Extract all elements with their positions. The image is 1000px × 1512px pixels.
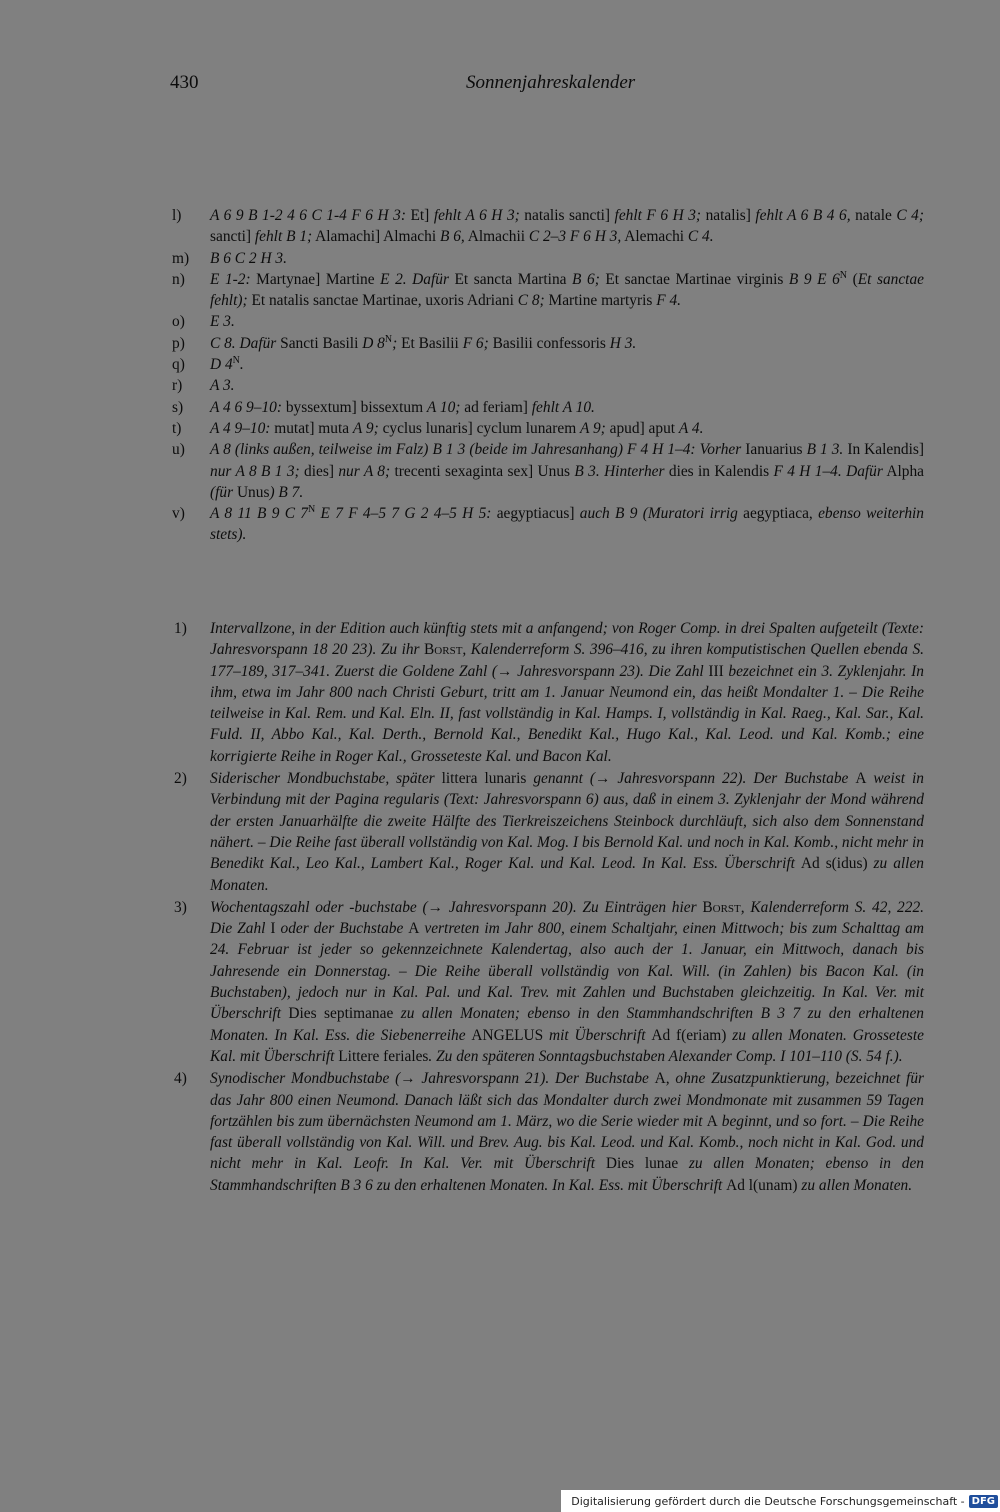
text-segment: fehlt A 6 B 4 6, xyxy=(755,207,851,224)
text-segment: D 8 xyxy=(362,334,385,352)
text-segment: N xyxy=(384,333,393,345)
text-segment: fehlt B 1; xyxy=(254,228,313,246)
text-segment: mutat] muta xyxy=(270,419,353,437)
apparatus-entry xyxy=(172,333,924,354)
note-entry-label: 2) xyxy=(174,770,187,788)
text-segment: ebenso weiterhin stets). xyxy=(210,505,924,544)
text-segment: Ad s(idus) xyxy=(800,855,868,873)
text-segment: Sancti Basili xyxy=(276,334,363,352)
apparatus-entry-label: r) xyxy=(172,377,183,395)
text-segment: Almachii xyxy=(464,228,529,246)
text-segment: fehlt F 6 H 3; xyxy=(614,207,702,224)
text-segment: fehlt); xyxy=(210,292,248,310)
text-segment: Et natalis sanctae Martinae, uxoris Adriani xyxy=(247,292,518,310)
note-entry xyxy=(172,897,924,1067)
text-segment: zu allen Monaten. Grosseteste Kal. mit Überschrift xyxy=(210,1026,924,1065)
apparatus-entry-text xyxy=(210,377,235,394)
apparatus-entry xyxy=(172,205,924,248)
text-segment: Ianuarius xyxy=(741,441,807,459)
text-segment: zu allen Monaten; ebenso in den Stammhandschriften B 3 6 zu den erhaltenen Monaten. In Kal. Ess. mit Überschrift xyxy=(210,1155,924,1194)
text-segment: B 1 3. xyxy=(806,441,844,459)
apparatus-entry-label: v) xyxy=(172,505,185,523)
text-segment: , Kalenderreform S. 396–416, zu ihren komputistischen Quellen ebenda S. 177–189, 317–341. Zuerst die Goldene Zahl (→ Jahresvorspann 23). Die Zahl xyxy=(210,641,924,680)
text-segment: . Zu den späteren Sonntagsbuchstaben Alexander Comp. I 101–110 (S. 54 f.). xyxy=(428,1047,903,1065)
text-segment: A 8 (links außen, teilweise im Falz) B 1 3 (beide im Jahresanhang) F 4 H 1–4: Vorher xyxy=(210,441,742,459)
text-segment: Et sanctae xyxy=(857,270,924,288)
text-segment: dies] xyxy=(299,462,339,480)
note-entry-text xyxy=(210,620,924,765)
apparatus-entry-text xyxy=(210,250,287,267)
apparatus-entry-label: m) xyxy=(172,249,190,267)
text-segment: fehlt A 10. xyxy=(531,398,595,416)
note-entry-label: 1) xyxy=(174,620,187,637)
text-segment: natalis] xyxy=(701,207,756,224)
text-segment: A xyxy=(855,770,867,788)
text-segment: Intervallzone, in der Edition auch künftig stets mit a anfangend; von Roger Comp. in drei Spalten aufgeteilt (Texte: Jahresvorspann 18 20 23). Zu ihr xyxy=(210,620,924,659)
text-segment: N xyxy=(307,504,316,516)
text-segment: nur A 8; xyxy=(338,462,391,480)
text-segment: E 2. Dafür xyxy=(380,270,449,288)
text-segment: B 3. Hinterher xyxy=(574,462,665,480)
apparatus-entry-label: s) xyxy=(172,398,184,416)
text-segment: A 3. xyxy=(210,377,235,395)
text-segment: A xyxy=(706,1112,718,1130)
text-segment: fehlt A 6 H 3; xyxy=(433,207,520,224)
apparatus-entry xyxy=(172,397,924,418)
text-segment: sancti] xyxy=(210,228,255,246)
note-entry-label: 3) xyxy=(174,898,187,916)
text-segment: Dies lunae xyxy=(605,1155,679,1173)
text-segment: A 6 9 B 1-2 4 6 C 1-4 F 6 H 3: xyxy=(210,207,406,224)
text-segment: C 4. xyxy=(687,228,714,246)
apparatus-entry-label: n) xyxy=(172,270,185,288)
text-segment: Basilii confessoris xyxy=(488,334,610,352)
apparatus-entry-label: q) xyxy=(172,356,185,374)
apparatus-entry-text xyxy=(210,356,244,373)
apparatus-entry xyxy=(172,248,924,269)
text-segment: cyclus lunaris] cyclum lunarem xyxy=(378,419,581,437)
text-segment: III xyxy=(708,662,724,680)
text-segment: , ohne Zusatzpunktierung, bezeichnet für das Jahr 800 einen Neumond. Danach läßt sich das Mondalter durch zwei Mondmonate mit zusammen 59 Tagen fortzählen bis zum übernächsten Neumond am 1. März, wo die Serie wieder mit xyxy=(210,1070,924,1130)
text-segment: N xyxy=(232,354,240,366)
apparatus-entry-text xyxy=(210,335,636,352)
text-segment: oder der Buchstabe xyxy=(275,920,409,938)
text-segment: Siderischer Mondbuchstabe, später xyxy=(210,770,442,788)
text-segment: Alpha xyxy=(882,462,924,480)
text-segment: ( xyxy=(847,270,858,288)
text-segment: . xyxy=(239,356,244,374)
text-segment: trecenti sexaginta sex] Unus xyxy=(390,462,575,480)
note-entry xyxy=(172,618,924,767)
text-segment: , Kalenderreform S. 42, 222. Die Zahl xyxy=(210,898,924,938)
text-segment: Martynae] Martine xyxy=(250,270,381,288)
note-entry-text xyxy=(210,770,924,893)
text-segment: A 9; xyxy=(580,419,606,437)
apparatus-entry xyxy=(172,269,924,312)
text-segment: vertreten im Jahr 800, einem Schaltjahr, einen Mittwoch; bis zum Schalttag am 24. Februar ist jeder so gekennzeichnete Kalendertag, also auch der 1. Januar, ein Mittwoch, danach bis Jahresende ein Donnerstag. – Die Reihe überall vollständig von Kal. Will. (in Zahlen) bis Bacon Kal. (in Buchstaben), jedoch nur in Kal. Pal. und Kal. Trev. mit Zahlen und Buchstaben gleichzeitig. In Kal. Ver. mit Überschrift xyxy=(210,920,924,1023)
critical-apparatus xyxy=(172,205,924,546)
text-segment: Alamachi] Almachi xyxy=(312,228,440,246)
text-segment: C 4; xyxy=(896,207,924,224)
text-segment: genannt (→ Jahresvorspann 22). Der Buchstabe xyxy=(526,770,856,788)
apparatus-entry-label: t) xyxy=(172,419,182,437)
dfg-logo: DFG xyxy=(969,1495,998,1508)
text-segment: zu allen Monaten; ebenso in den Stammhandschriften B 3 7 zu den erhaltenen Monaten. In Kal. Ess. die Siebenerreihe xyxy=(210,1005,924,1044)
text-segment: mit Überschrift xyxy=(543,1026,652,1044)
text-segment: Borst xyxy=(424,641,463,659)
text-segment: Martine martyris xyxy=(544,292,657,310)
text-segment: ad feriam] xyxy=(460,398,532,416)
apparatus-entry-label: u) xyxy=(172,441,185,459)
text-segment: Wochentagszahl oder -buchstabe (→ Jahresvorspann 20). Zu Einträgen hier xyxy=(210,898,703,916)
text-segment: Et sancta Martina xyxy=(448,270,573,288)
apparatus-entry xyxy=(172,439,924,503)
footer-credit: Digitalisierung gefördert durch die Deutsche Forschungsgemeinschaft - xyxy=(571,1494,965,1508)
text-segment: natalis sancti] xyxy=(519,207,615,224)
text-segment: A 4. xyxy=(678,419,704,437)
text-segment: aegyptiacus] xyxy=(491,505,580,523)
text-segment: Borst xyxy=(702,898,741,916)
apparatus-entry xyxy=(172,503,924,546)
text-segment: ) B 7. xyxy=(269,483,304,501)
note-entry-label: 4) xyxy=(174,1070,187,1088)
text-segment: Ad f(eriam) xyxy=(651,1026,727,1044)
apparatus-entry xyxy=(172,375,924,396)
text-segment: I xyxy=(270,920,276,938)
text-segment: Littere feriales xyxy=(338,1047,429,1065)
text-segment: zu allen Monaten. xyxy=(210,855,924,894)
apparatus-entry-label: l) xyxy=(172,207,182,224)
text-segment: Ad l(unam) xyxy=(726,1176,798,1194)
text-segment: C 2–3 F 6 H 3, xyxy=(528,228,622,246)
apparatus-entry-text xyxy=(210,420,703,437)
text-segment: F 4 H 1–4. Dafür xyxy=(773,462,883,480)
apparatus-entry xyxy=(172,354,924,375)
apparatus-entry-label: p) xyxy=(172,334,185,352)
text-segment: apud] aput xyxy=(605,419,679,437)
text-segment: Et Basilii xyxy=(397,334,463,352)
text-segment: littera lunaris xyxy=(441,770,527,788)
text-segment: beginnt, und so fort. – Die Reihe fast überall vollständig von Kal. Will. und Brev. Aug. bis Kal. Leod. und Kal. Komb., noch nicht in Kal. God. und nicht mehr in Kal. Leofr. In Kal. Ver. mit Überschrift xyxy=(210,1112,924,1173)
text-segment: N xyxy=(839,269,848,281)
text-segment: nur A 8 B 1 3; xyxy=(210,462,300,480)
apparatus-entry-text xyxy=(210,313,235,330)
commentary-notes xyxy=(172,618,924,1197)
text-segment: Alemachi xyxy=(621,228,688,246)
text-segment: zu allen Monaten. xyxy=(797,1176,913,1194)
apparatus-entry-label: o) xyxy=(172,313,185,331)
page-header xyxy=(170,72,930,102)
text-segment: E 1-2: xyxy=(210,270,251,288)
apparatus-entry-text xyxy=(210,441,924,501)
text-segment: dies in Kalendis xyxy=(664,462,774,480)
text-segment: A xyxy=(408,920,420,938)
text-segment: A 4 6 9–10: xyxy=(210,398,282,416)
text-segment: B 6, xyxy=(439,228,465,246)
text-segment: C 8. Dafür xyxy=(210,334,277,352)
note-entry xyxy=(172,1068,924,1196)
text-segment: ; xyxy=(392,334,398,352)
running-title: Sonnenjahreskalender xyxy=(466,72,636,93)
text-segment: In Kalendis] xyxy=(843,441,925,459)
text-segment: H 3. xyxy=(609,334,637,352)
text-segment: A xyxy=(654,1070,666,1088)
text-segment: A 10; xyxy=(426,398,461,416)
text-segment: Et sanctae Martinae virginis xyxy=(599,270,789,288)
text-segment: Synodischer Mondbuchstabe (→ Jahresvorspann 21). Der Buchstabe xyxy=(210,1070,655,1088)
text-segment: aegyptiaca, xyxy=(737,505,819,523)
text-segment: B 6 C 2 H 3. xyxy=(210,249,287,267)
apparatus-entry-text xyxy=(210,505,924,543)
text-segment: A 8 11 B 9 C 7 xyxy=(210,505,308,523)
text-segment: C 8; xyxy=(517,292,545,310)
text-segment: (für xyxy=(210,483,234,501)
text-segment: D 4 xyxy=(210,356,233,374)
text-segment: ANGELUS xyxy=(471,1026,544,1044)
text-segment: E 7 F 4–5 7 G 2 4–5 H 5: xyxy=(315,505,492,523)
text-segment: Unus xyxy=(233,483,270,501)
text-segment: E 3. xyxy=(210,313,235,331)
apparatus-entry-text xyxy=(210,207,924,245)
text-segment: F 6; xyxy=(462,334,489,352)
text-segment: B 9 E 6 xyxy=(788,270,840,288)
text-segment: F 4. xyxy=(656,292,682,310)
text-segment: auch B 9 (Muratori irrig xyxy=(579,505,738,523)
text-segment: natale xyxy=(850,207,897,224)
text-segment: weist in Verbindung mit der Pagina regularis (Text: Jahresvorspann 6) aus, daß in einem 3. Zyklenjahr der Mond während der ersten Januarhälfte die zweite Hälfte des Tierkreiszeichens Steinbock durchläuft, sich also dem Sonnenstand nähert. – Die Reihe fast überall vollständig von Kal. Mog. I bis Bernold Kal. und noch in Kal. Komb., nicht mehr in Benedikt Kal., Leo Kal., Lambert Kal., Roger Kal. und Kal. Leod. In Kal. Ess. Überschrift xyxy=(210,770,924,873)
text-segment: A 4 9–10: xyxy=(210,419,271,437)
apparatus-entry xyxy=(172,418,924,439)
text-segment: byssextum] bissextum xyxy=(281,398,427,416)
note-entry-text xyxy=(210,899,924,1065)
page-number: 430 xyxy=(170,72,199,93)
apparatus-entry-text xyxy=(210,399,595,416)
dfg-footer xyxy=(561,1490,1000,1512)
text-segment: B 6; xyxy=(572,270,600,288)
apparatus-entry xyxy=(172,311,924,332)
text-segment: Dies septimanae xyxy=(288,1005,394,1023)
text-segment: bezeichnet ein 3. Zyklenjahr. In ihm, etwa im Jahr 800 nach Christi Geburt, tritt am 1. Januar Neumond ein, das heißt Mondalter 1. – Die Reihe teilweise in Kal. Rem. und Kal. Eln. II, fast vollständig in Kal. Hamps. I, vollständig in Kal. Raeg., Kal. Sar., Kal. Fuld. II, Abbo Kal., Kal. Derth., Bernold Kal., Benedikt Kal., Hugo Kal., Kal. Leod. und Kal. Komb.; eine korrigierte Reihe in Roger Kal., Grosseteste Kal. und Bacon Kal. xyxy=(210,662,924,765)
note-entry-text xyxy=(210,1070,924,1193)
text-segment: Et] xyxy=(405,207,434,224)
note-entry xyxy=(172,768,924,896)
text-segment: A 9; xyxy=(352,419,379,437)
apparatus-entry-text xyxy=(210,271,924,309)
